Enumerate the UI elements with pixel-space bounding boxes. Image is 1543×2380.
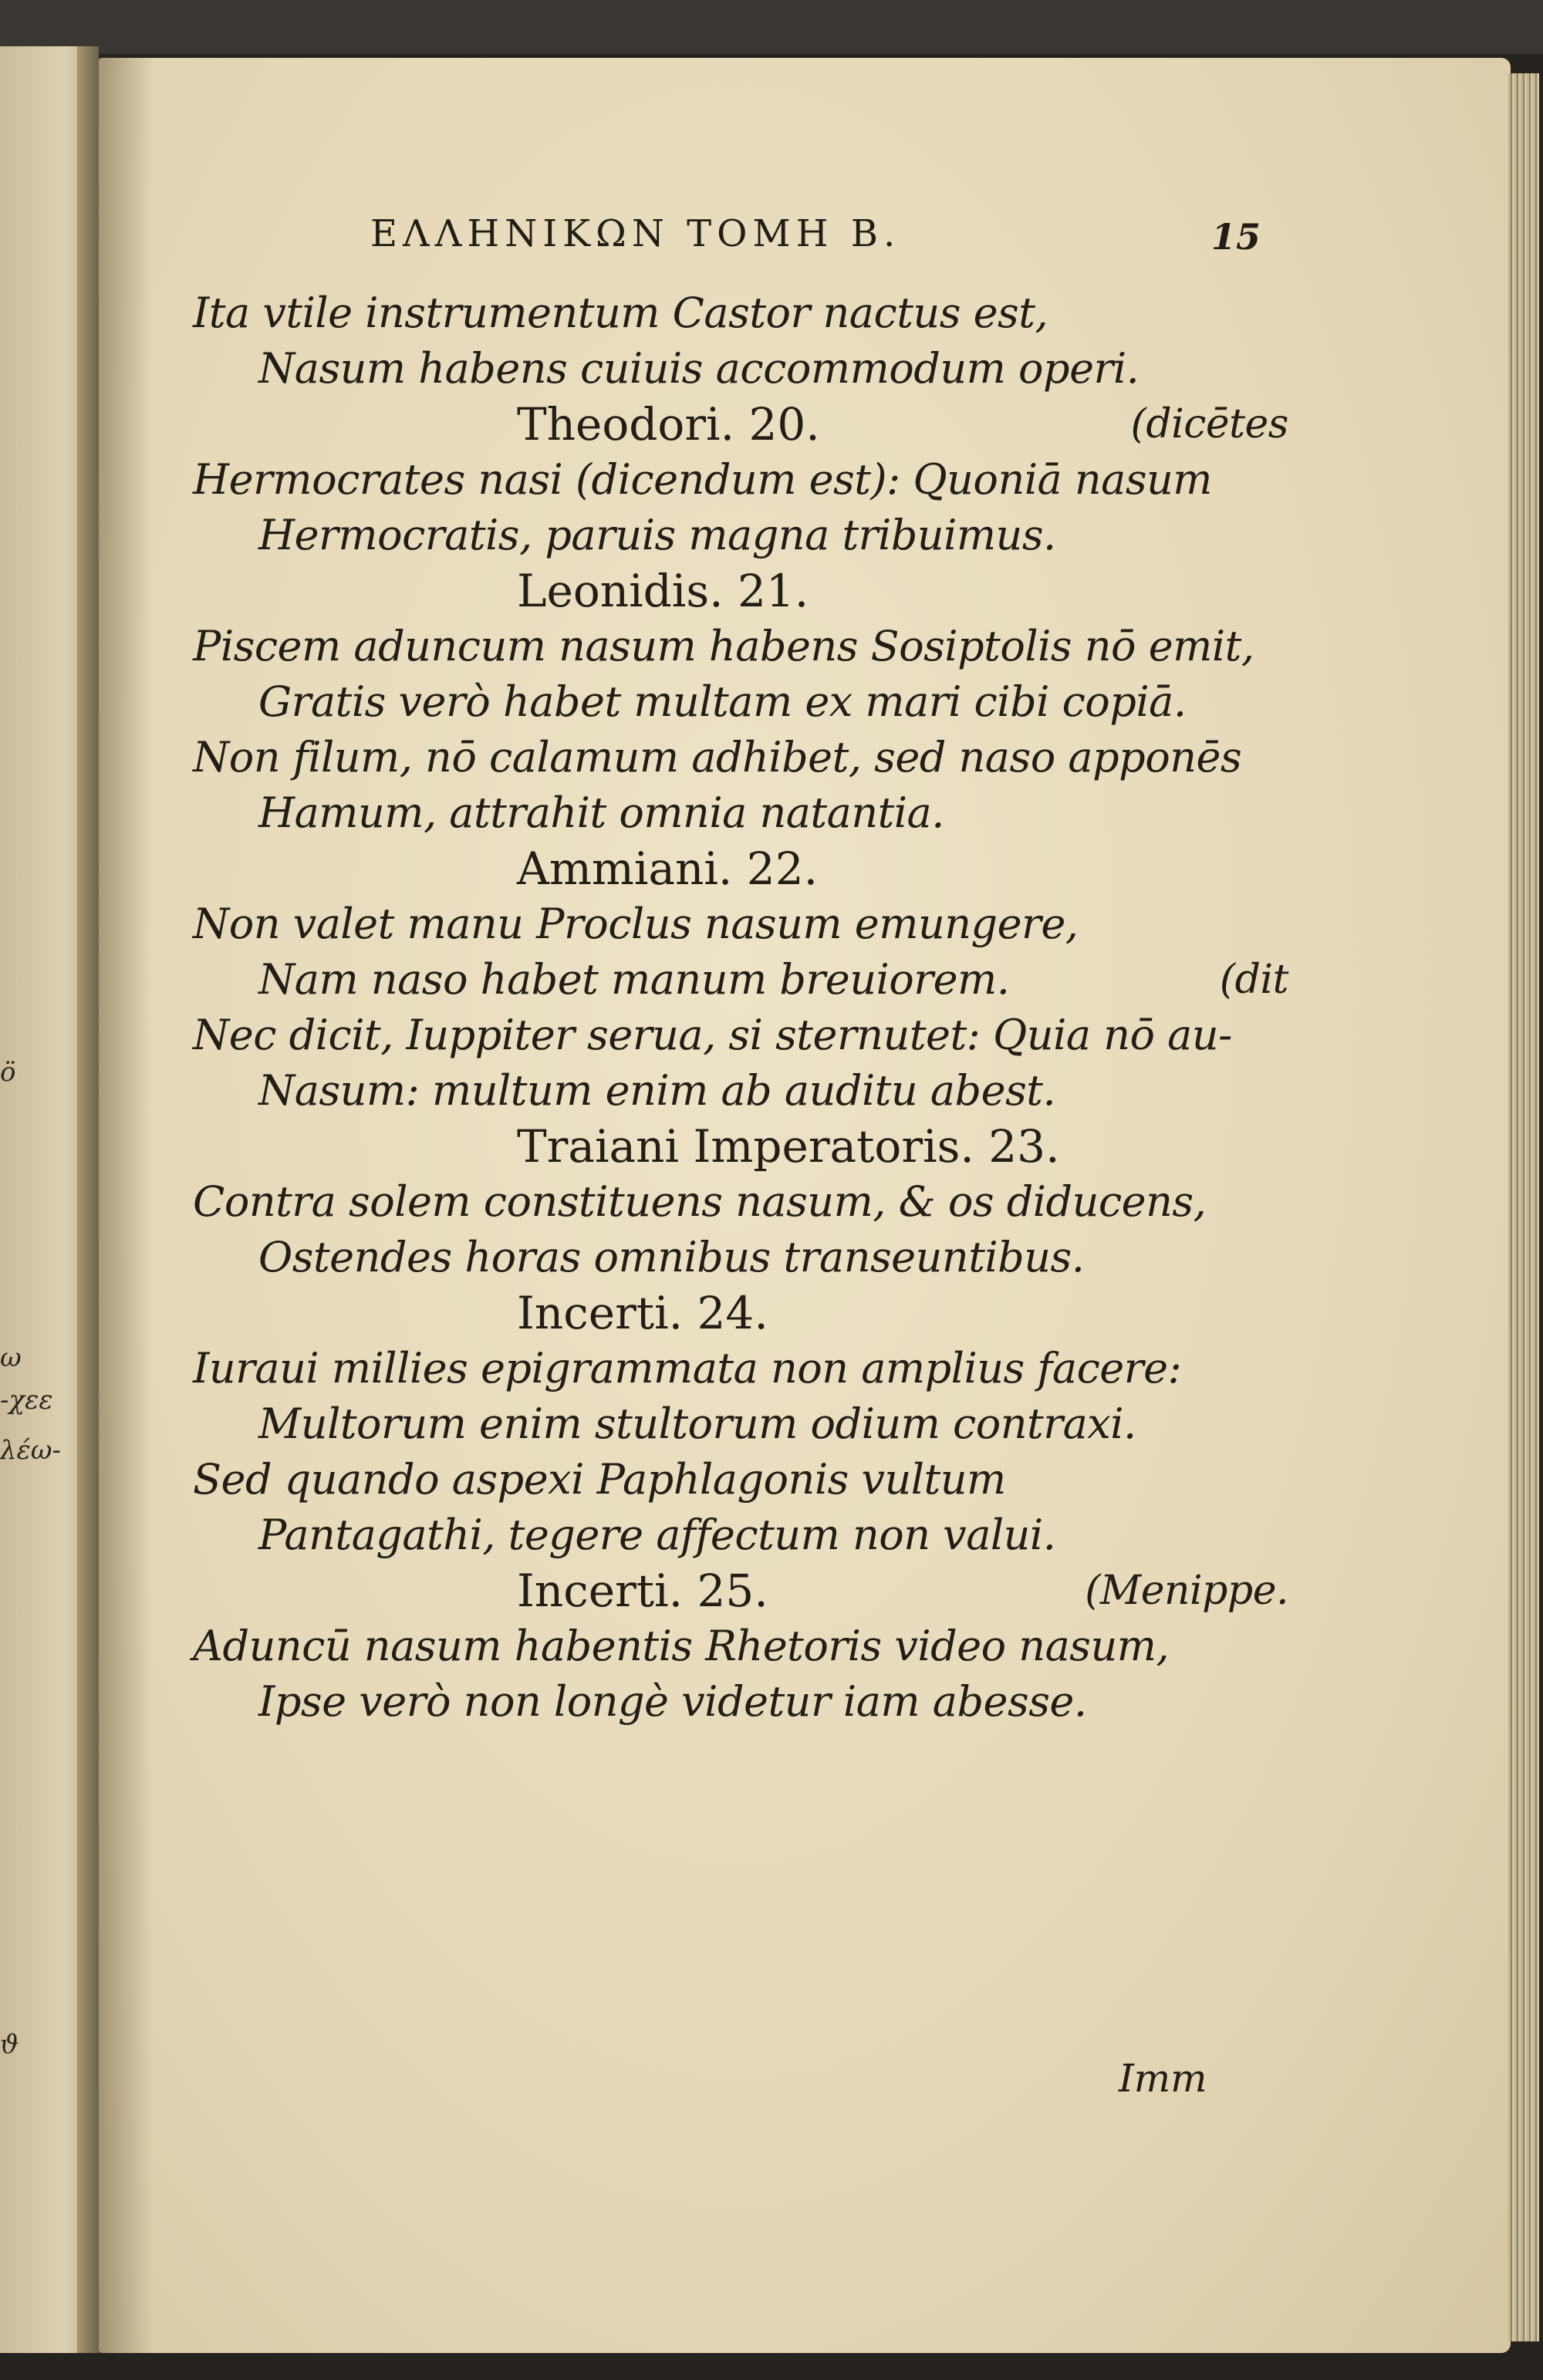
- verse-line: [193, 1174, 1288, 1230]
- line-text: Gratis verò habet multam ex mari cibi copiā.: [258, 677, 1187, 726]
- line-text: Sed quando aspexi Paphlagonis vultum: [193, 1455, 1006, 1504]
- verse-line: [193, 1230, 1288, 1285]
- page-edges: [1508, 73, 1539, 2341]
- verse-line: [193, 896, 1288, 952]
- verse-line: [193, 1674, 1288, 1730]
- left-margin-note: λέω-: [0, 1435, 62, 1466]
- line-text: Nam naso habet manum breuiorem.: [258, 955, 1010, 1004]
- line-text: Traiani Imperatoris. 23.: [517, 1120, 1060, 1173]
- verse-line: [193, 674, 1288, 730]
- verse-line: [193, 730, 1288, 785]
- verse-line: [193, 952, 1288, 1008]
- epigram-heading: [193, 841, 1288, 896]
- top-shadow: [0, 0, 1543, 54]
- left-margin-note: -χεε: [0, 1385, 53, 1416]
- verse-line: [193, 1396, 1288, 1452]
- line-text: Contra solem constituens nasum, & os diducens,: [193, 1177, 1207, 1226]
- line-text: Incerti. 24.: [517, 1287, 768, 1339]
- epigram-heading: [193, 1285, 1288, 1341]
- verse-line: [193, 341, 1288, 397]
- line-text: Ammiani. 22.: [517, 842, 819, 895]
- left-margin-note: ö: [0, 1057, 16, 1088]
- gutter-shadow: [99, 58, 153, 2353]
- verse-line: [193, 1063, 1288, 1119]
- catchword: Imm: [1119, 2056, 1207, 2101]
- line-text: Theodori. 20.: [517, 398, 820, 451]
- left-margin-note: ϑ: [0, 2029, 19, 2060]
- verse-line: [193, 285, 1288, 341]
- line-text: Ipse verò non longè videtur iam abesse.: [258, 1677, 1087, 1726]
- margin-continuation: (dicētes: [1130, 401, 1288, 447]
- line-text: Pantagathi, tegere affectum non valui.: [258, 1511, 1056, 1559]
- line-text: Nasum: multum enim ab auditu abest.: [258, 1066, 1056, 1115]
- epigram-heading: [193, 563, 1288, 619]
- line-text: Multorum enim stultorum odium contraxi.: [258, 1399, 1136, 1448]
- verse-line: [193, 508, 1288, 563]
- spine-edge: [77, 46, 99, 2353]
- line-text: Iuraui millies epigrammata non amplius facere:: [193, 1344, 1182, 1393]
- line-text: Incerti. 25.: [517, 1565, 768, 1617]
- verse-line: [193, 1341, 1288, 1396]
- verse-line: [193, 1619, 1288, 1674]
- page-number: 15: [1211, 216, 1261, 258]
- epigram-heading: [193, 397, 1288, 452]
- line-text: Nasum habens cuiuis accommodum operi.: [258, 344, 1140, 393]
- verse-line: [193, 619, 1288, 674]
- line-text: Hamum, attrahit omnia natantia.: [258, 788, 944, 837]
- line-text: Hermocratis, paruis magna tribuimus.: [258, 511, 1056, 559]
- left-margin-note: ω: [0, 1342, 22, 1373]
- epigram-text-block: [193, 285, 1288, 1730]
- epigram-heading: [193, 1119, 1288, 1174]
- line-text: Non filum, nō calamum adhibet, sed naso apponēs: [193, 733, 1242, 782]
- epigram-heading: [193, 1563, 1288, 1619]
- line-text: Non valet manu Proclus nasum emungere,: [193, 900, 1079, 948]
- line-text: Leonidis. 21.: [517, 565, 809, 617]
- line-text: Hermocrates nasi (dicendum est): Quoniā nasum: [193, 455, 1213, 504]
- verse-line: [193, 1507, 1288, 1563]
- verse-line: [193, 785, 1288, 841]
- verse-line: [193, 1452, 1288, 1507]
- line-text: Piscem aduncum nasum habens Sosiptolis nō emit,: [193, 622, 1254, 670]
- verse-line: [193, 1008, 1288, 1063]
- margin-continuation: (dit: [1219, 957, 1288, 1003]
- line-text: Aduncū nasum habentis Rhetoris video nasum,: [193, 1622, 1170, 1670]
- line-text: Ita vtile instrumentum Castor nactus est,: [193, 289, 1048, 337]
- running-head: ΕΛΛΗΝΙΚΩΝ ΤΟΜΗ Β.: [370, 212, 901, 255]
- line-text: Ostendes horas omnibus transeuntibus.: [258, 1233, 1085, 1281]
- line-text: Nec dicit, Iuppiter serua, si sternutet: Quia nō au-: [193, 1011, 1232, 1059]
- margin-continuation: (Menippe.: [1085, 1568, 1288, 1614]
- verse-line: [193, 452, 1288, 508]
